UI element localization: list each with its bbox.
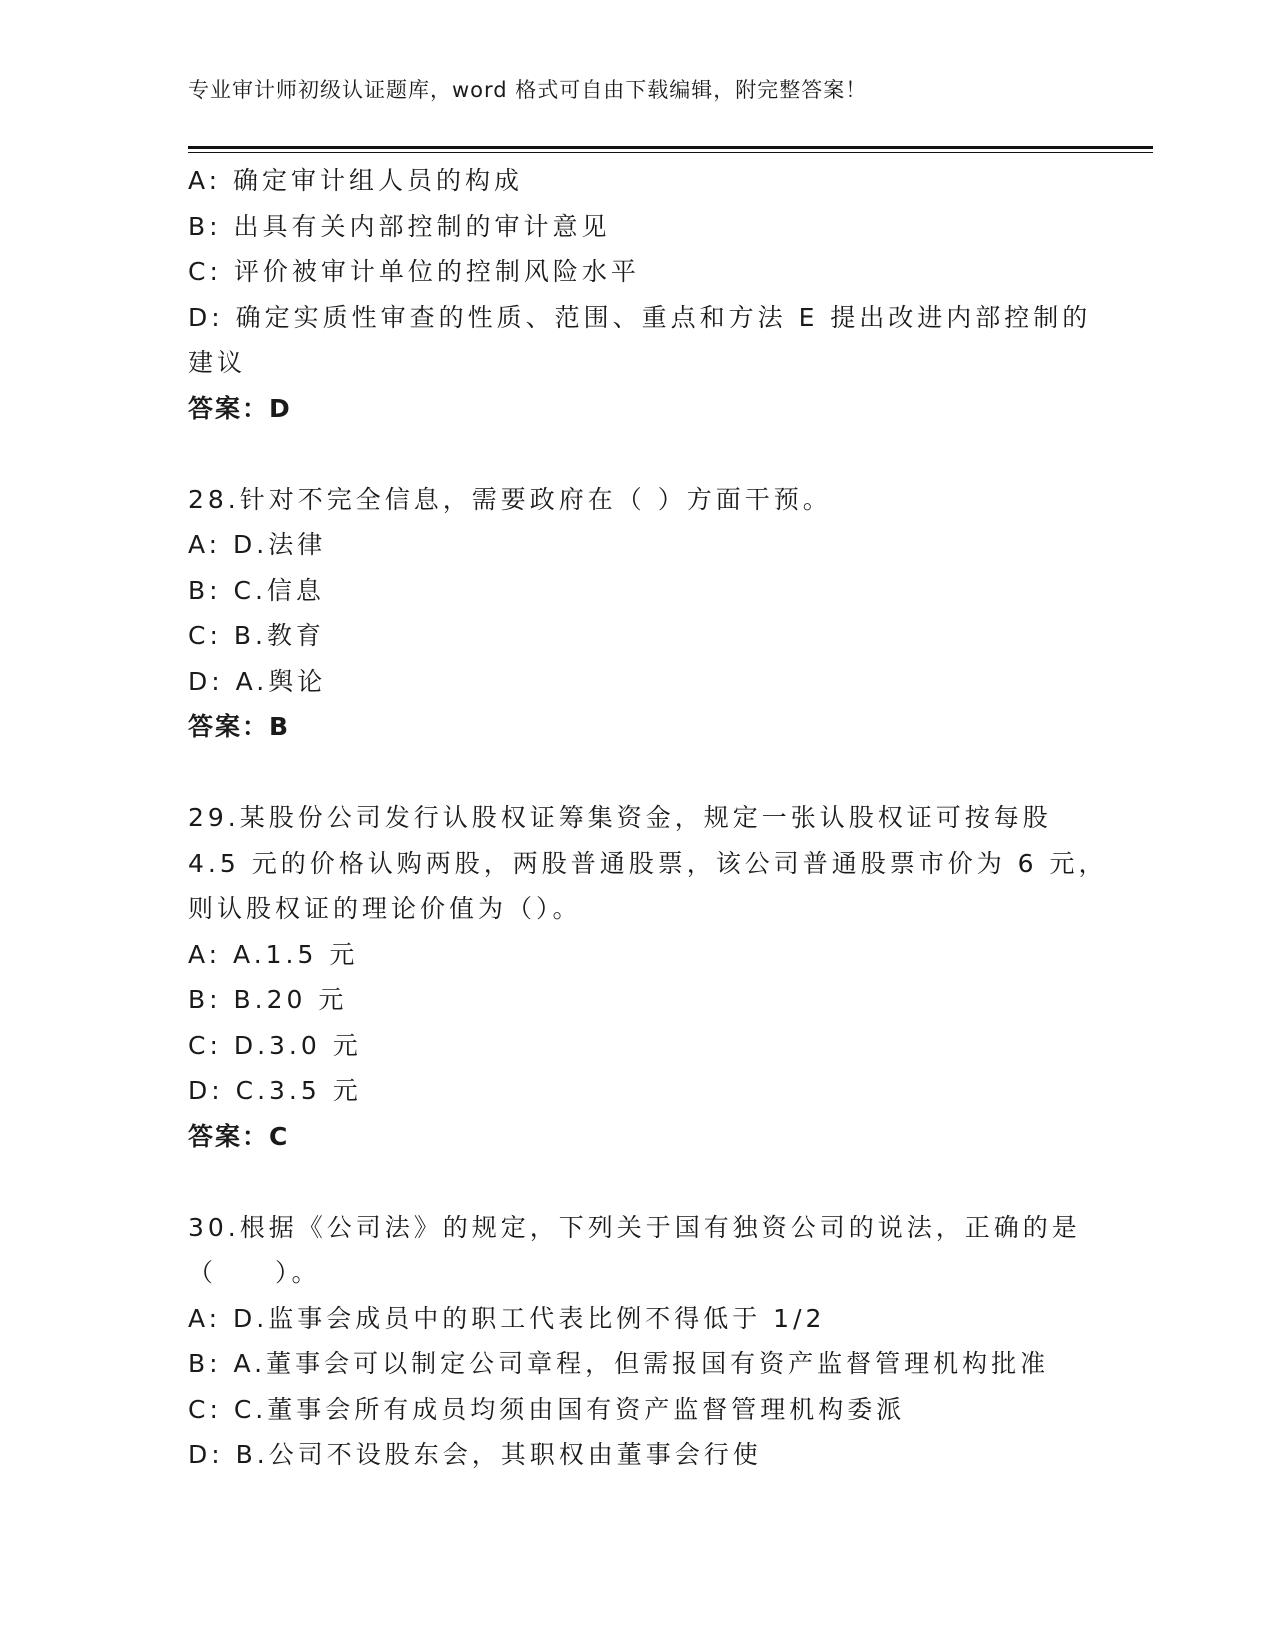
q27-option-a: A: 确定审计组人员的构成: [188, 166, 524, 195]
q27-option-c: C: 评价被审计单位的控制风险水平: [188, 257, 640, 286]
q30-question-line-2: （ ）。: [188, 1258, 321, 1287]
q28-option-d: D: A.舆论: [188, 666, 327, 696]
spacer: [188, 750, 1088, 796]
q27-answer: 答案：D: [188, 393, 292, 423]
q29-option-d: D: C.3.5 元: [188, 1076, 362, 1105]
header-rule-thin: [188, 152, 1153, 153]
q30-option-a: A: D.监事会成员中的职工代表比例不得低于 1/2: [188, 1303, 826, 1333]
q27-option-d: D: 确定实质性审查的性质、范围、重点和方法 E 提出改进内部控制的: [188, 302, 1092, 332]
q28-answer: 答案：B: [188, 712, 291, 741]
q28-option-c: C: B.教育: [188, 621, 325, 650]
q28-question: 28.针对不完全信息，需要政府在（ ）方面干预。: [188, 484, 832, 514]
q29-question-line-3: 则认股权证的理论价值为（）。: [188, 894, 582, 923]
q29-answer: 答案：C: [188, 1121, 290, 1151]
spacer: [188, 1159, 1088, 1205]
q30-option-c: C: C.董事会所有成员均须由国有资产监督管理机构委派: [188, 1394, 906, 1424]
question-content: [188, 158, 1108, 1478]
q29-question-line-2: 4.5 元的价格认购两股，两股普通股票，该公司普通股票市价为 6 元，: [188, 848, 1108, 878]
q28-option-b: B: C.信息: [188, 575, 325, 605]
q29-option-b: B: B.20 元: [188, 985, 348, 1014]
q27-option-b: B: 出具有关内部控制的审计意见: [188, 211, 611, 241]
page-header: 专业审计师初级认证题库，word 格式可自由下载编辑，附完整答案！: [188, 78, 868, 102]
q29-option-a: A: A.1.5 元: [188, 939, 359, 969]
q29-question-line-1: 29.某股份公司发行认股权证筹集资金，规定一张认股权证可按每股: [188, 803, 1052, 832]
q30-option-d: D: B.公司不设股东会，其职权由董事会行使: [188, 1440, 762, 1469]
q30-question-line-1: 30.根据《公司法》的规定，下列关于国有独资公司的说法，正确的是: [188, 1212, 1081, 1242]
spacer: [188, 431, 1088, 477]
q27-option-d-continued: 建议: [188, 348, 247, 377]
q29-option-c: C: D.3.0 元: [188, 1030, 362, 1060]
header-rule-thick: [188, 146, 1153, 149]
q30-option-b: B: A.董事会可以制定公司章程，但需报国有资产监督管理机构批准: [188, 1349, 1050, 1378]
q28-option-a: A: D.法律: [188, 530, 327, 559]
